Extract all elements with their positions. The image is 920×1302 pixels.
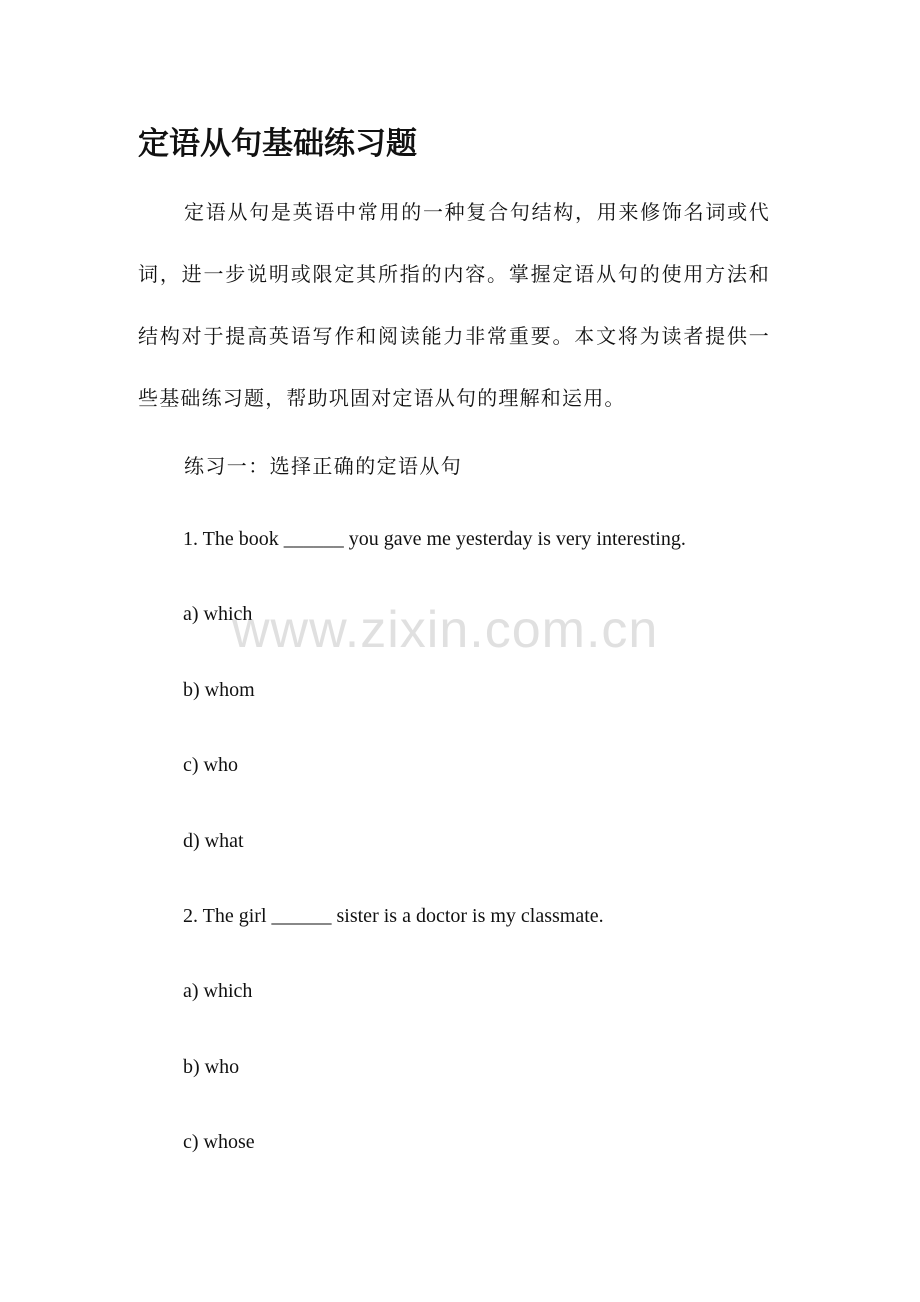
question-1-option-a: a) which — [183, 603, 253, 625]
question-1-option-b: b) whom — [183, 679, 255, 701]
question-1-option-d: d) what — [183, 830, 244, 852]
question-2-option-c: c) whose — [183, 1131, 255, 1153]
watermark: www.zixin.com.cn — [232, 601, 659, 659]
intro-paragraph: 定语从句是英语中常用的一种复合句结构，用来修饰名词或代词，进一步说明或限定其所指的内容。掌握定语从句的使用方法和结构对于提高英语写作和阅读能力非常重要。本文将为读者提供一些基础练习题，帮助巩固对定语从句的理解和运用。 — [138, 200, 770, 410]
question-1: 1. The book ______ you gave me yesterday is very interesting. — [183, 528, 686, 550]
question-2-option-a: a) which — [183, 980, 253, 1002]
question-1-option-c: c) who — [183, 754, 238, 776]
question-2: 2. The girl ______ sister is a doctor is my classmate. — [183, 905, 604, 927]
question-2-option-b: b) who — [183, 1056, 240, 1078]
page-title: 定语从句基础练习题 — [138, 126, 417, 162]
exercise-heading: 练习一：选择正确的定语从句 — [184, 454, 463, 478]
